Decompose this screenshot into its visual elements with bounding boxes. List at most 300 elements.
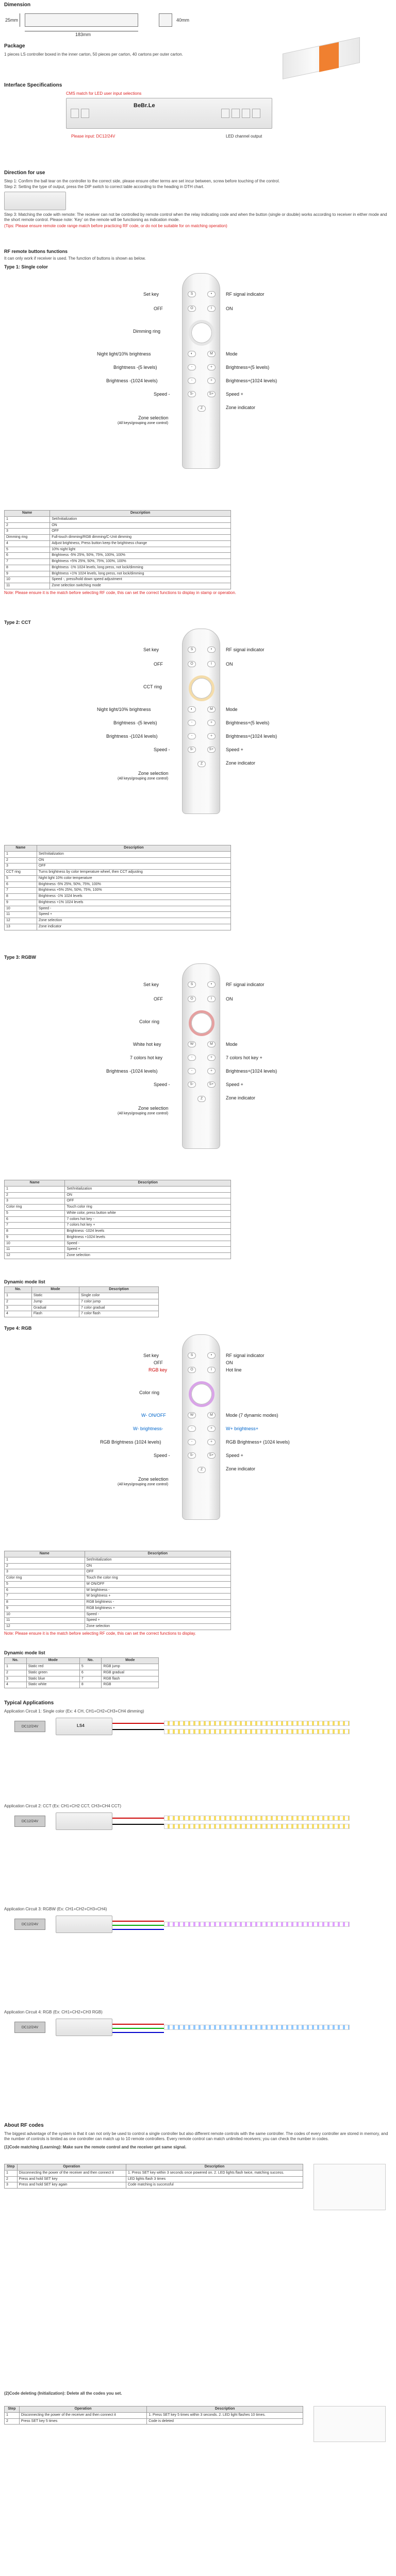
table2-cell: Speed +	[37, 912, 230, 918]
table3-cell: 3	[5, 1198, 65, 1205]
remote1-speed-minus[interactable]: S-	[188, 391, 196, 397]
remote4-label-rgb-key: RGB key	[148, 1367, 168, 1372]
remote4-off-button[interactable]: O	[188, 1367, 196, 1373]
mode-table-a-header-desc: Description	[79, 1287, 158, 1293]
remote2-set-button[interactable]: S	[188, 647, 196, 653]
table3-cell: 6	[5, 1216, 65, 1223]
remote4-label-rgb-minus: RGB Brightness (1024 levels)	[100, 1439, 161, 1445]
table1-cell: 3	[5, 529, 50, 535]
table2-cell: Brightness -5% 25%, 50%, 75%, 100%	[37, 882, 230, 888]
app1-wire-red	[112, 1723, 164, 1724]
app4-rgb-strip	[164, 2025, 350, 2030]
remote3-on-button[interactable]: I	[207, 996, 216, 1002]
app2-wire-black	[112, 1824, 164, 1825]
table4	[4, 1551, 231, 1630]
table1-cell: Brightness -5% 25%, 50%, 75%, 100%, 100%	[50, 553, 231, 559]
remote4-label-off: OFF	[154, 1360, 163, 1365]
table3-row	[5, 1210, 231, 1216]
table2-row	[5, 906, 231, 912]
table1-row	[5, 559, 231, 565]
table2-cell: 3	[5, 863, 37, 870]
about-rf-section2-text: (2)Code deleting (Initialization): Delete all the codes you set.	[4, 2391, 122, 2396]
table4-cell: W brightness +	[85, 1594, 230, 1600]
app3-caption: Application Circuit 3: RGBW (Ex: CH1+CH2+CH3+CH4)	[4, 1907, 107, 1911]
remote2-label-speed-plus: Speed +	[226, 747, 243, 752]
table3-row	[5, 1192, 231, 1198]
steps-a-row	[5, 2170, 303, 2176]
about-rf-body: The biggest advantage of the system is that it can not only be used to control a single controller but also different remote controls with the same controller. The codes of every controller are stored in memory, and the number of controls is limited as one controller can match up to 10 remote controllers. Every remote control can match unlimited receivers; you can check the number in codes.	[4, 2131, 388, 2141]
table4-cell: RGB brightness +	[85, 1605, 230, 1612]
input-terminal-2	[81, 109, 89, 118]
table1-row	[5, 571, 231, 577]
table2-row	[5, 851, 231, 857]
table2-cell: Turns brightness by color temperature wheel, then CCT adjusting	[37, 870, 230, 876]
mode-table-b-row	[5, 1670, 159, 1676]
remote1-mode-button[interactable]: M	[207, 351, 216, 357]
mode-table-b-cell: 6	[79, 1670, 102, 1676]
steps-b-section	[4, 2406, 392, 2561]
app4-caption: Application Circuit 4: RGB (Ex: CH1+CH2+CH3 RGB)	[4, 2010, 103, 2014]
table4-cell: 6	[5, 1587, 85, 1594]
remote4-w-minus[interactable]: -	[188, 1426, 196, 1432]
remote2-zone-button[interactable]: Z	[197, 761, 206, 767]
remote2-cct-ring[interactable]	[189, 675, 214, 701]
remote1-bright-minus1024[interactable]: -	[188, 378, 196, 384]
mode-table-a-cell: Single color	[79, 1293, 158, 1299]
controller-brand: BeBr.Le	[134, 103, 155, 109]
table2-cell: 13	[5, 924, 37, 930]
height-label: 25mm	[5, 18, 19, 23]
table3-cell: 7	[5, 1223, 65, 1229]
app1-caption: Application Circuit 1: Single color (Ex: 4 CH, CH1+CH2+CH3+CH4 dimming)	[4, 1709, 144, 1714]
table2-header-desc: Description	[37, 845, 230, 852]
remote1-speed-plus[interactable]: S+	[207, 391, 216, 397]
app2-caption: Application Circuit 2: CCT (Ex: CH1+CH2 CCT, CH3+CH4 CCT)	[4, 1804, 122, 1808]
table2-row	[5, 857, 231, 863]
table4-cell: 8	[5, 1600, 85, 1606]
remote4-label-mode: Mode (7 dynamic modes)	[226, 1413, 278, 1418]
table4-row	[5, 1612, 231, 1618]
mode-table-b-cell: 7	[79, 1676, 102, 1682]
controller-end-view	[159, 13, 172, 27]
remote2-body	[182, 629, 220, 814]
table3-cell: 2	[5, 1192, 65, 1198]
table1-row	[5, 547, 231, 553]
mode-table-a-cell: 4	[5, 1311, 32, 1317]
table3-row	[5, 1186, 231, 1192]
applications-section	[4, 1700, 392, 2123]
remote-section-note: It can only work if receiver is used. The function of buttons is shown as below.	[4, 256, 146, 261]
interface-title: Interface Specifications	[4, 82, 62, 88]
steps-a-cell: Code matching is successful	[126, 2182, 303, 2189]
app2-psu: DC12/24V	[14, 1816, 45, 1827]
remote3-label-on: ON	[226, 996, 233, 1002]
table1-cell: 6	[5, 553, 50, 559]
mode-table-a-cell: 3	[5, 1305, 32, 1311]
remote3-label-white: White hot key	[133, 1042, 161, 1047]
remote3-speed-minus[interactable]: S-	[188, 1081, 196, 1088]
steps-a-row	[5, 2182, 303, 2189]
table2-row	[5, 870, 231, 876]
table2-row	[5, 894, 231, 900]
remote1-label-rf: RF signal indicator	[226, 292, 265, 297]
table3	[4, 1180, 231, 1259]
remote4-rgb-minus[interactable]: -	[188, 1439, 196, 1445]
direction-red-note: (Tips: Please ensure remote code range match before practicing RF code, or do not be suitable for on matching operation)	[4, 223, 227, 228]
table1-row	[5, 565, 231, 571]
table4-cell: Speed +	[85, 1618, 230, 1624]
table3-header-desc: Description	[65, 1180, 231, 1187]
table1	[4, 510, 231, 589]
table2-cell: 9	[5, 900, 37, 906]
table2-cell: 2	[5, 857, 37, 863]
table1-header-name: Name	[5, 511, 50, 517]
table4-cell: OFF	[85, 1569, 230, 1575]
table1-cell: OFF	[50, 529, 231, 535]
mode-table-a-cell: Jump	[31, 1299, 79, 1305]
table1-cell: 1	[5, 516, 50, 522]
app2-wire-red	[112, 1818, 164, 1819]
mode-table-a-cell: Gradual	[31, 1305, 79, 1311]
interface-section	[4, 82, 392, 170]
steps-a-diagram	[314, 2164, 386, 2210]
table3-cell: Touch color ring	[65, 1205, 231, 1211]
remote4-label-speed-plus: Speed +	[226, 1453, 243, 1458]
table4-row	[5, 1569, 231, 1575]
remote1-zone-button[interactable]: Z	[197, 405, 206, 412]
table2-header-name: Name	[5, 845, 37, 852]
table2-cell: Brightness -1% 1024 levels	[37, 894, 230, 900]
remote2-label-night: Night light/10% brightness	[97, 707, 151, 712]
remote1-label-bright-minus1024: Brightness -(1024 levels)	[106, 378, 158, 383]
mode-table-a-cell: 7 color jump	[79, 1299, 158, 1305]
mode-table-a-row	[5, 1311, 159, 1317]
steps-b-header-op: Operation	[19, 2406, 147, 2413]
remote3-color-ring[interactable]	[189, 1010, 214, 1036]
remote4-body	[182, 1334, 220, 1520]
mode-table-a-cell: 2	[5, 1299, 32, 1305]
app4-wire-green	[112, 2028, 164, 2029]
depth-label: 40mm	[176, 18, 190, 23]
mode-table-b-row	[5, 1676, 159, 1682]
table4-cell: 9	[5, 1605, 85, 1612]
output-terminal-2	[232, 109, 240, 118]
app3-wire-blue	[112, 1929, 164, 1930]
remote2-label-on: ON	[226, 662, 233, 667]
table3-row	[5, 1253, 231, 1259]
remote4-label-w-plus: W+ brightness+	[226, 1426, 259, 1431]
mode-table-a-row	[5, 1299, 159, 1305]
remote3-label-color-ring: Color ring	[139, 1019, 160, 1024]
remote1-off-button[interactable]: O	[188, 306, 196, 312]
app4-psu: DC12/24V	[14, 2022, 45, 2033]
mode-table-b-cell: 4	[5, 1682, 27, 1688]
direction-step2: Step 2: Setting the type of output, press the DIP switch to correct table according to the heading in DTH chart.	[4, 184, 205, 189]
table4-cell: Color ring	[5, 1575, 85, 1582]
remote3-speed-plus[interactable]: S+	[207, 1081, 216, 1088]
table4-row	[5, 1618, 231, 1624]
steps-a-section	[4, 2164, 392, 2370]
table2-cell: Set/Initialization	[37, 851, 230, 857]
table4-row	[5, 1563, 231, 1569]
remote2-label-mode: Mode	[226, 707, 238, 712]
mode-table-b-cell: 1	[5, 1664, 27, 1670]
remote2-label-zone: Zone selection	[138, 771, 169, 776]
table4-cell: RGB brightness -	[85, 1600, 230, 1606]
remote4-label-rf: RF signal indicator	[226, 1353, 265, 1358]
table2-cell: 6	[5, 882, 37, 888]
mode-table-b-header-mode1: Mode	[26, 1658, 79, 1664]
app1-led-strip-2	[164, 1729, 350, 1734]
table3-cell: 10	[5, 1241, 65, 1247]
remote1-label-bright-plus1024: Brightness+(1024 levels)	[226, 378, 277, 383]
remote2-bright-plus5[interactable]: +	[207, 720, 216, 726]
table2-cell: 12	[5, 918, 37, 924]
table3-row	[5, 1223, 231, 1229]
table1-row	[5, 577, 231, 583]
mode-table-b	[4, 1657, 159, 1688]
steps-a-row	[5, 2176, 303, 2182]
table1-row	[5, 540, 231, 547]
table2-cell: ON	[37, 857, 230, 863]
table2-cell: 10	[5, 906, 37, 912]
remote2-speed-plus[interactable]: S+	[207, 747, 216, 753]
mode-table-a-header-mode: Mode	[31, 1287, 79, 1293]
remote1-bright-plus1024[interactable]: +	[207, 378, 216, 384]
table1-section	[4, 510, 392, 613]
remote3-color-plus[interactable]: +	[207, 1055, 216, 1061]
remote1-bright-minus5[interactable]: -	[188, 364, 196, 370]
remote1-dimming-ring[interactable]	[189, 320, 214, 346]
table2-cell: Brightness +1% 1024 levels	[37, 900, 230, 906]
remote4-label-zone-indicator: Zone indicator	[226, 1466, 256, 1471]
mode-table-b-header-mode2: Mode	[102, 1658, 159, 1664]
remote2-on-button[interactable]: I	[207, 661, 216, 667]
mode-table-b-cell: Static white	[26, 1682, 79, 1688]
remote1-set-button[interactable]: S	[188, 291, 196, 297]
remote2-label-bright-minus1024: Brightness -(1024 levels)	[106, 734, 158, 739]
remote4-w-onoff-button[interactable]: W	[188, 1412, 196, 1418]
table4-row	[5, 1581, 231, 1587]
remote-section-title: RF remote buttons functions	[4, 249, 68, 254]
remote2-night-button[interactable]: ◐	[188, 706, 196, 713]
remote4-color-ring[interactable]	[189, 1381, 214, 1407]
app1-led-strip	[164, 1721, 350, 1726]
mode-table-a-cell: Static	[31, 1293, 79, 1299]
remote2-rf-indicator: •	[207, 647, 216, 653]
remote1-title: Type 1: Single color	[4, 264, 48, 269]
remote3-label-off: OFF	[154, 996, 163, 1002]
table4-cell: W brightness -	[85, 1587, 230, 1594]
remote2-label-off: OFF	[154, 662, 163, 667]
table4-cell: Speed -	[85, 1612, 230, 1618]
remote3-color-minus[interactable]: -	[188, 1055, 196, 1061]
mode-table-b-cell: Static green	[26, 1670, 79, 1676]
table2-row	[5, 863, 231, 870]
table3-cell: 11	[5, 1247, 65, 1253]
table4-header-name: Name	[5, 1551, 85, 1557]
output-terminal-1	[221, 109, 229, 118]
remote1-label-dimming-ring: Dimming ring	[133, 329, 161, 334]
table3-row	[5, 1241, 231, 1247]
table4-row	[5, 1624, 231, 1630]
steps-a-header-op: Operation	[17, 2164, 126, 2171]
package-note: 1 pieces LS controller boxed in the inner carton, 50 pieces per carton, 40 cartons per outer carton.	[4, 52, 183, 57]
mode-table-a-row	[5, 1305, 159, 1311]
table3-section	[4, 1180, 392, 1283]
remote1-section	[4, 263, 392, 510]
steps-b-header-step: Step	[5, 2406, 20, 2413]
remote4-speed-minus[interactable]: S-	[188, 1452, 196, 1459]
mode-table-b-cell: 5	[79, 1664, 102, 1670]
remote3-label-set: Set key	[143, 982, 159, 987]
remote2-label-rf: RF signal indicator	[226, 647, 265, 652]
table3-row	[5, 1205, 231, 1211]
app3-controller	[56, 1916, 112, 1933]
remote4-label-set: Set key	[143, 1353, 159, 1358]
table1-red-note: Note: Please ensure it is the match before selecting RF code, this can set the correct functions to display in stamp or operation.	[4, 590, 237, 595]
remote1-label-zone: Zone selection	[138, 415, 169, 420]
mode-table-a-header-no: No.	[5, 1287, 32, 1293]
remote2-label-bright-plus1024: Brightness+(1024 levels)	[226, 734, 277, 739]
table2-section	[4, 845, 392, 948]
table1-cell: Adjust brightness, Press button keep the brightness change	[50, 540, 231, 547]
remote4-label-hot-line: Hot line	[226, 1367, 242, 1372]
table1-cell: 9	[5, 571, 50, 577]
table1-cell: Dimming ring	[5, 535, 50, 541]
table1-cell: Zone selection switching mode	[50, 583, 231, 589]
remote3-label-bright-plus: Brightness+(1024 levels)	[226, 1069, 277, 1074]
remote3-label-mode: Mode	[226, 1042, 238, 1047]
direction-section	[4, 170, 392, 247]
table1-cell: Full-touch dimming/RGB dimming/C-Unit dimming	[50, 535, 231, 541]
mode-table-a-cell: Flash	[31, 1311, 79, 1317]
table1-cell: 5	[5, 547, 50, 553]
remote2-speed-minus[interactable]: S-	[188, 747, 196, 753]
remote1-label-zone-indicator: Zone indicator	[226, 405, 256, 410]
table1-row	[5, 522, 231, 529]
app4-controller	[56, 2019, 112, 2036]
app3-rgb-strip	[164, 1922, 350, 1927]
table1-cell: ON	[50, 522, 231, 529]
remote4-speed-plus[interactable]: S+	[207, 1452, 216, 1459]
remote4-rgb-plus[interactable]: +	[207, 1439, 216, 1445]
mode-table-a	[4, 1286, 159, 1317]
interface-tip: CMS match for LED user input selections	[66, 91, 142, 96]
mode-table-a-title: Dynamic mode list	[4, 1279, 45, 1284]
remote1-on-button[interactable]: I	[207, 306, 216, 312]
remote4-label-color-ring: Color ring	[139, 1390, 160, 1395]
remote1-label-set: Set key	[143, 292, 159, 297]
remote2-bright-minus1024[interactable]: -	[188, 733, 196, 739]
remote2-bright-plus1024[interactable]: +	[207, 733, 216, 739]
remote4-label-rgb-plus: RGB Brightness+ (1024 levels)	[226, 1439, 290, 1445]
remote4-set-button[interactable]: S	[188, 1352, 196, 1359]
remote3-label-zone-indicator: Zone indicator	[226, 1095, 256, 1100]
table4-cell: Zone selection	[85, 1624, 230, 1630]
remote2-bright-minus5[interactable]: -	[188, 720, 196, 726]
table3-cell: 7 colors hot key -	[65, 1216, 231, 1223]
table3-cell: 9	[5, 1234, 65, 1241]
table3-row	[5, 1216, 231, 1223]
table2-row	[5, 875, 231, 882]
about-rf-section1: (1)Code matching (Learning): Make sure the remote control and the receiver get same signal.	[4, 2144, 187, 2149]
remote3-set-button[interactable]: S	[188, 981, 196, 988]
mode-table-a-cell: 7 color gradual	[79, 1305, 158, 1311]
app2-controller	[56, 1812, 112, 1830]
mode-table-b-cell: RGB flash	[102, 1676, 159, 1682]
remote2-label-set: Set key	[143, 647, 159, 652]
remote3-off-button[interactable]: O	[188, 996, 196, 1002]
table3-cell: White color, press button white	[65, 1210, 231, 1216]
remote3-label-zone: Zone selection	[138, 1106, 169, 1111]
package-section	[4, 43, 392, 79]
remote4-mode-button[interactable]: M	[207, 1412, 216, 1418]
mode-table-b-cell: 3	[5, 1676, 27, 1682]
table2-cell: CCT ring	[5, 870, 37, 876]
table1-row	[5, 516, 231, 522]
remote4-label-w-minus: W- brightness-	[133, 1426, 163, 1431]
remote3-body	[182, 963, 220, 1149]
table4-cell: 1	[5, 1557, 85, 1563]
steps-b-cell: Press SET key 5 times	[19, 2418, 147, 2425]
remote3-mode-button[interactable]: M	[207, 1041, 216, 1047]
steps-b-header-desc: Description	[147, 2406, 303, 2413]
output-label: LED channel output	[226, 134, 262, 139]
remote1-body	[182, 273, 220, 469]
mode-table-b-header-no2: No.	[79, 1658, 102, 1664]
table4-cell: 2	[5, 1563, 85, 1569]
mode-table-b-cell: RGB jump	[102, 1664, 159, 1670]
remote4-zone-button[interactable]: Z	[197, 1467, 206, 1473]
table2-cell: Zone indicator	[37, 924, 230, 930]
table3-cell: 7 colors hot key +	[65, 1223, 231, 1229]
table2-row	[5, 882, 231, 888]
remote3-bright-minus[interactable]: -	[188, 1068, 196, 1074]
steps-b-row	[5, 2412, 303, 2418]
table4-red-note: Note: Please ensure it is the match before selecting RF code, this can set the correct functions to display.	[4, 1631, 196, 1636]
remote3-label-color-plus: 7 colors hot key +	[226, 1055, 262, 1060]
remote2-mode-button[interactable]: M	[207, 706, 216, 713]
mode-table-b-cell: Static blue	[26, 1676, 79, 1682]
remote3-zone-button[interactable]: Z	[197, 1096, 206, 1102]
remote3-label-color-minus: 7 colors hot key	[130, 1055, 163, 1060]
remote2-label-zone-sub: (All keys/grouping zone control)	[118, 777, 169, 781]
input-terminal-1	[71, 109, 79, 118]
direction-step3: Step 3: Matching the code with remote: The receiver can not be controlled by remote control when the relay indicating code and when the button (single or double) works according to receiver in either mode and the short remote control. Please note: 'Key' on the remote will be functioning as indication mode.	[4, 212, 387, 222]
remote1-label-bright-minus5: Brightness -(5 levels)	[113, 365, 157, 370]
remote1-bright-plus5[interactable]: +	[207, 364, 216, 370]
table1-cell: Brightness +5% 25%, 50%, 75%, 100%, 100%	[50, 559, 231, 565]
output-terminal-4	[252, 109, 260, 118]
table1-cell: 8	[5, 565, 50, 571]
remote3-white-button[interactable]: W	[188, 1041, 196, 1047]
remote4-w-plus[interactable]: +	[207, 1426, 216, 1432]
remote2-off-button[interactable]: O	[188, 661, 196, 667]
output-terminal-3	[242, 109, 250, 118]
table4-cell: 5	[5, 1581, 85, 1587]
steps-a-cell: 2	[5, 2176, 18, 2182]
remote4-on-button[interactable]: I	[207, 1367, 216, 1373]
remote4-label-on: ON	[226, 1360, 233, 1365]
steps-b-cell: Code is deleted	[147, 2418, 303, 2425]
remote3-bright-plus[interactable]: +	[207, 1068, 216, 1074]
table2-row	[5, 900, 231, 906]
mode-table-a-cell: 7 color flash	[79, 1311, 158, 1317]
table3-row	[5, 1247, 231, 1253]
steps-a-cell: LED lights flash 3 times	[126, 2176, 303, 2182]
remote1-night-button[interactable]: ◐	[188, 351, 196, 357]
